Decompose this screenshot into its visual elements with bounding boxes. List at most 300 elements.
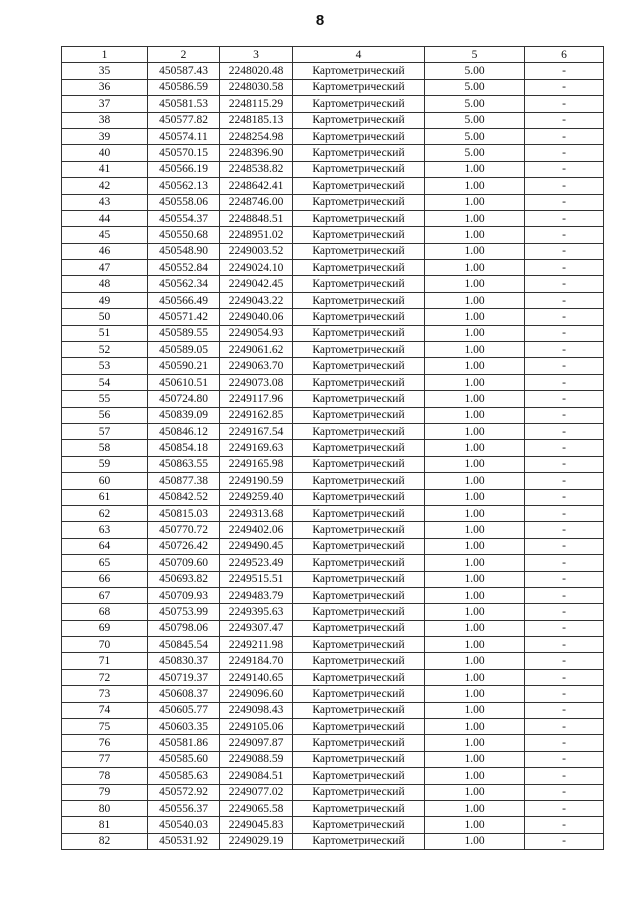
- description-cell: -: [525, 751, 604, 767]
- point-number-cell: 41: [62, 161, 148, 177]
- y-coordinate-cell: 2249490.45: [220, 538, 293, 554]
- y-coordinate-cell: 2249515.51: [220, 571, 293, 587]
- table-row: [62, 423, 604, 439]
- y-coordinate-cell: 2248396.90: [220, 145, 293, 161]
- y-coordinate-cell: 2249054.93: [220, 325, 293, 341]
- x-coordinate-cell: 450585.60: [148, 751, 220, 767]
- y-coordinate-cell: 2249043.22: [220, 292, 293, 308]
- column-header: 1: [62, 47, 148, 63]
- table-row: [62, 735, 604, 751]
- y-coordinate-cell: 2248642.41: [220, 178, 293, 194]
- table-row: [62, 571, 604, 587]
- accuracy-cell: 1.00: [425, 374, 525, 390]
- point-number-cell: 52: [62, 342, 148, 358]
- y-coordinate-cell: 2249073.08: [220, 374, 293, 390]
- table-row: [62, 587, 604, 603]
- point-number-cell: 51: [62, 325, 148, 341]
- method-cell: Картометрический: [293, 292, 425, 308]
- table-row: [62, 440, 604, 456]
- y-coordinate-cell: 2249395.63: [220, 604, 293, 620]
- point-number-cell: 66: [62, 571, 148, 587]
- table-row: [62, 833, 604, 849]
- table-row: [62, 473, 604, 489]
- method-cell: Картометрический: [293, 325, 425, 341]
- table-row: [62, 407, 604, 423]
- description-cell: -: [525, 555, 604, 571]
- method-cell: Картометрический: [293, 391, 425, 407]
- x-coordinate-cell: 450693.82: [148, 571, 220, 587]
- y-coordinate-cell: 2249169.63: [220, 440, 293, 456]
- description-cell: -: [525, 227, 604, 243]
- table-row: [62, 555, 604, 571]
- table-row: [62, 309, 604, 325]
- y-coordinate-cell: 2249190.59: [220, 473, 293, 489]
- x-coordinate-cell: 450863.55: [148, 456, 220, 472]
- y-coordinate-cell: 2249117.96: [220, 391, 293, 407]
- description-cell: -: [525, 784, 604, 800]
- x-coordinate-cell: 450540.03: [148, 817, 220, 833]
- x-coordinate-cell: 450585.63: [148, 768, 220, 784]
- accuracy-cell: 1.00: [425, 505, 525, 521]
- accuracy-cell: 1.00: [425, 719, 525, 735]
- description-cell: -: [525, 637, 604, 653]
- table-row: [62, 161, 604, 177]
- table-row: [62, 243, 604, 259]
- column-header: 4: [293, 47, 425, 63]
- y-coordinate-cell: 2249483.79: [220, 587, 293, 603]
- table-row: [62, 800, 604, 816]
- method-cell: Картометрический: [293, 522, 425, 538]
- table-row: [62, 63, 604, 79]
- y-coordinate-cell: 2248254.98: [220, 128, 293, 144]
- description-cell: -: [525, 473, 604, 489]
- table-row: [62, 227, 604, 243]
- accuracy-cell: 1.00: [425, 473, 525, 489]
- method-cell: Картометрический: [293, 227, 425, 243]
- method-cell: Картометрический: [293, 637, 425, 653]
- description-cell: -: [525, 63, 604, 79]
- description-cell: -: [525, 325, 604, 341]
- method-cell: Картометрический: [293, 702, 425, 718]
- method-cell: Картометрический: [293, 96, 425, 112]
- point-number-cell: 35: [62, 63, 148, 79]
- column-header: 6: [525, 47, 604, 63]
- accuracy-cell: 1.00: [425, 538, 525, 554]
- method-cell: Картометрический: [293, 653, 425, 669]
- method-cell: Картометрический: [293, 768, 425, 784]
- x-coordinate-cell: 450574.11: [148, 128, 220, 144]
- point-number-cell: 81: [62, 817, 148, 833]
- y-coordinate-cell: 2249088.59: [220, 751, 293, 767]
- x-coordinate-cell: 450877.38: [148, 473, 220, 489]
- point-number-cell: 50: [62, 309, 148, 325]
- x-coordinate-cell: 450562.34: [148, 276, 220, 292]
- method-cell: Картометрический: [293, 128, 425, 144]
- accuracy-cell: 1.00: [425, 620, 525, 636]
- y-coordinate-cell: 2249211.98: [220, 637, 293, 653]
- description-cell: -: [525, 719, 604, 735]
- method-cell: Картометрический: [293, 63, 425, 79]
- description-cell: -: [525, 292, 604, 308]
- method-cell: Картометрический: [293, 243, 425, 259]
- accuracy-cell: 1.00: [425, 260, 525, 276]
- method-cell: Картометрический: [293, 210, 425, 226]
- point-number-cell: 61: [62, 489, 148, 505]
- accuracy-cell: 1.00: [425, 358, 525, 374]
- table-row: [62, 604, 604, 620]
- x-coordinate-cell: 450589.05: [148, 342, 220, 358]
- point-number-cell: 77: [62, 751, 148, 767]
- table-row: [62, 145, 604, 161]
- y-coordinate-cell: 2249029.19: [220, 833, 293, 849]
- table-row: [62, 374, 604, 390]
- table-header-row: [62, 47, 604, 63]
- table-row: [62, 276, 604, 292]
- accuracy-cell: 1.00: [425, 604, 525, 620]
- description-cell: -: [525, 505, 604, 521]
- point-number-cell: 49: [62, 292, 148, 308]
- point-number-cell: 75: [62, 719, 148, 735]
- table-row: [62, 768, 604, 784]
- accuracy-cell: 1.00: [425, 489, 525, 505]
- description-cell: -: [525, 538, 604, 554]
- x-coordinate-cell: 450726.42: [148, 538, 220, 554]
- accuracy-cell: 1.00: [425, 276, 525, 292]
- method-cell: Картометрический: [293, 440, 425, 456]
- accuracy-cell: 1.00: [425, 686, 525, 702]
- description-cell: -: [525, 702, 604, 718]
- method-cell: Картометрический: [293, 178, 425, 194]
- x-coordinate-cell: 450724.80: [148, 391, 220, 407]
- point-number-cell: 55: [62, 391, 148, 407]
- point-number-cell: 79: [62, 784, 148, 800]
- accuracy-cell: 1.00: [425, 407, 525, 423]
- description-cell: -: [525, 309, 604, 325]
- point-number-cell: 72: [62, 669, 148, 685]
- accuracy-cell: 5.00: [425, 145, 525, 161]
- x-coordinate-cell: 450608.37: [148, 686, 220, 702]
- x-coordinate-cell: 450566.49: [148, 292, 220, 308]
- point-number-cell: 74: [62, 702, 148, 718]
- y-coordinate-cell: 2249003.52: [220, 243, 293, 259]
- y-coordinate-cell: 2248746.00: [220, 194, 293, 210]
- method-cell: Картометрический: [293, 833, 425, 849]
- description-cell: -: [525, 276, 604, 292]
- table-row: [62, 637, 604, 653]
- table-row: [62, 702, 604, 718]
- y-coordinate-cell: 2249040.06: [220, 309, 293, 325]
- point-number-cell: 73: [62, 686, 148, 702]
- description-cell: -: [525, 800, 604, 816]
- point-number-cell: 37: [62, 96, 148, 112]
- x-coordinate-cell: 450709.93: [148, 587, 220, 603]
- method-cell: Картометрический: [293, 309, 425, 325]
- description-cell: -: [525, 358, 604, 374]
- description-cell: -: [525, 178, 604, 194]
- x-coordinate-cell: 450552.84: [148, 260, 220, 276]
- description-cell: -: [525, 768, 604, 784]
- table-row: [62, 522, 604, 538]
- description-cell: -: [525, 440, 604, 456]
- y-coordinate-cell: 2248951.02: [220, 227, 293, 243]
- table-row: [62, 456, 604, 472]
- x-coordinate-cell: 450571.42: [148, 309, 220, 325]
- x-coordinate-cell: 450798.06: [148, 620, 220, 636]
- x-coordinate-cell: 450830.37: [148, 653, 220, 669]
- y-coordinate-cell: 2249045.83: [220, 817, 293, 833]
- x-coordinate-cell: 450846.12: [148, 423, 220, 439]
- point-number-cell: 70: [62, 637, 148, 653]
- method-cell: Картометрический: [293, 555, 425, 571]
- page-number: 8: [315, 12, 325, 29]
- point-number-cell: 71: [62, 653, 148, 669]
- x-coordinate-cell: 450570.15: [148, 145, 220, 161]
- method-cell: Картометрический: [293, 669, 425, 685]
- point-number-cell: 45: [62, 227, 148, 243]
- description-cell: -: [525, 817, 604, 833]
- accuracy-cell: 1.00: [425, 342, 525, 358]
- description-cell: -: [525, 669, 604, 685]
- accuracy-cell: 5.00: [425, 128, 525, 144]
- method-cell: Картометрический: [293, 260, 425, 276]
- method-cell: Картометрический: [293, 194, 425, 210]
- table-row: [62, 505, 604, 521]
- point-number-cell: 64: [62, 538, 148, 554]
- x-coordinate-cell: 450845.54: [148, 637, 220, 653]
- method-cell: Картометрический: [293, 161, 425, 177]
- accuracy-cell: 1.00: [425, 833, 525, 849]
- point-number-cell: 67: [62, 587, 148, 603]
- accuracy-cell: 1.00: [425, 784, 525, 800]
- table-row: [62, 391, 604, 407]
- y-coordinate-cell: 2248030.58: [220, 79, 293, 95]
- x-coordinate-cell: 450562.13: [148, 178, 220, 194]
- x-coordinate-cell: 450709.60: [148, 555, 220, 571]
- description-cell: -: [525, 456, 604, 472]
- table-row: [62, 719, 604, 735]
- table-row: [62, 96, 604, 112]
- y-coordinate-cell: 2248185.13: [220, 112, 293, 128]
- x-coordinate-cell: 450558.06: [148, 194, 220, 210]
- accuracy-cell: 1.00: [425, 522, 525, 538]
- point-number-cell: 42: [62, 178, 148, 194]
- y-coordinate-cell: 2248020.48: [220, 63, 293, 79]
- accuracy-cell: 1.00: [425, 161, 525, 177]
- accuracy-cell: 1.00: [425, 637, 525, 653]
- description-cell: -: [525, 587, 604, 603]
- method-cell: Картометрический: [293, 571, 425, 587]
- table-row: [62, 620, 604, 636]
- column-header: 3: [220, 47, 293, 63]
- x-coordinate-cell: 450603.35: [148, 719, 220, 735]
- table-row: [62, 112, 604, 128]
- x-coordinate-cell: 450581.53: [148, 96, 220, 112]
- description-cell: -: [525, 79, 604, 95]
- accuracy-cell: 1.00: [425, 440, 525, 456]
- description-cell: -: [525, 686, 604, 702]
- description-cell: -: [525, 112, 604, 128]
- column-header: 5: [425, 47, 525, 63]
- description-cell: -: [525, 833, 604, 849]
- y-coordinate-cell: 2249259.40: [220, 489, 293, 505]
- y-coordinate-cell: 2249523.49: [220, 555, 293, 571]
- accuracy-cell: 1.00: [425, 571, 525, 587]
- table-row: [62, 686, 604, 702]
- accuracy-cell: 1.00: [425, 800, 525, 816]
- point-number-cell: 68: [62, 604, 148, 620]
- table-row: [62, 260, 604, 276]
- table-row: [62, 342, 604, 358]
- x-coordinate-cell: 450577.82: [148, 112, 220, 128]
- y-coordinate-cell: 2249165.98: [220, 456, 293, 472]
- method-cell: Картометрический: [293, 735, 425, 751]
- description-cell: -: [525, 194, 604, 210]
- table-row: [62, 751, 604, 767]
- method-cell: Картометрический: [293, 800, 425, 816]
- accuracy-cell: 1.00: [425, 227, 525, 243]
- x-coordinate-cell: 450753.99: [148, 604, 220, 620]
- x-coordinate-cell: 450854.18: [148, 440, 220, 456]
- accuracy-cell: 1.00: [425, 817, 525, 833]
- method-cell: Картометрический: [293, 342, 425, 358]
- x-coordinate-cell: 450550.68: [148, 227, 220, 243]
- y-coordinate-cell: 2249024.10: [220, 260, 293, 276]
- point-number-cell: 46: [62, 243, 148, 259]
- description-cell: -: [525, 735, 604, 751]
- description-cell: -: [525, 96, 604, 112]
- method-cell: Картометрический: [293, 374, 425, 390]
- accuracy-cell: 1.00: [425, 735, 525, 751]
- x-coordinate-cell: 450548.90: [148, 243, 220, 259]
- point-number-cell: 59: [62, 456, 148, 472]
- coordinates-table: [61, 46, 604, 850]
- point-number-cell: 58: [62, 440, 148, 456]
- y-coordinate-cell: 2249097.87: [220, 735, 293, 751]
- table-row: [62, 784, 604, 800]
- description-cell: -: [525, 391, 604, 407]
- point-number-cell: 39: [62, 128, 148, 144]
- x-coordinate-cell: 450770.72: [148, 522, 220, 538]
- point-number-cell: 65: [62, 555, 148, 571]
- point-number-cell: 82: [62, 833, 148, 849]
- accuracy-cell: 1.00: [425, 751, 525, 767]
- method-cell: Картометрический: [293, 407, 425, 423]
- description-cell: -: [525, 489, 604, 505]
- point-number-cell: 78: [62, 768, 148, 784]
- point-number-cell: 44: [62, 210, 148, 226]
- table-row: [62, 653, 604, 669]
- y-coordinate-cell: 2249140.65: [220, 669, 293, 685]
- accuracy-cell: 1.00: [425, 768, 525, 784]
- x-coordinate-cell: 450839.09: [148, 407, 220, 423]
- point-number-cell: 43: [62, 194, 148, 210]
- method-cell: Картометрический: [293, 587, 425, 603]
- table-row: [62, 489, 604, 505]
- y-coordinate-cell: 2249402.06: [220, 522, 293, 538]
- y-coordinate-cell: 2249063.70: [220, 358, 293, 374]
- y-coordinate-cell: 2249307.47: [220, 620, 293, 636]
- point-number-cell: 47: [62, 260, 148, 276]
- point-number-cell: 56: [62, 407, 148, 423]
- description-cell: -: [525, 374, 604, 390]
- x-coordinate-cell: 450587.43: [148, 63, 220, 79]
- column-header: 2: [148, 47, 220, 63]
- table-row: [62, 79, 604, 95]
- point-number-cell: 57: [62, 423, 148, 439]
- description-cell: -: [525, 342, 604, 358]
- description-cell: -: [525, 620, 604, 636]
- y-coordinate-cell: 2249162.85: [220, 407, 293, 423]
- accuracy-cell: 1.00: [425, 587, 525, 603]
- accuracy-cell: 5.00: [425, 63, 525, 79]
- table-row: [62, 538, 604, 554]
- description-cell: -: [525, 210, 604, 226]
- x-coordinate-cell: 450566.19: [148, 161, 220, 177]
- point-number-cell: 54: [62, 374, 148, 390]
- point-number-cell: 63: [62, 522, 148, 538]
- accuracy-cell: 1.00: [425, 423, 525, 439]
- table-row: [62, 817, 604, 833]
- x-coordinate-cell: 450719.37: [148, 669, 220, 685]
- description-cell: -: [525, 423, 604, 439]
- description-cell: -: [525, 260, 604, 276]
- description-cell: -: [525, 243, 604, 259]
- x-coordinate-cell: 450554.37: [148, 210, 220, 226]
- x-coordinate-cell: 450531.92: [148, 833, 220, 849]
- accuracy-cell: 1.00: [425, 292, 525, 308]
- method-cell: Картометрический: [293, 604, 425, 620]
- y-coordinate-cell: 2249167.54: [220, 423, 293, 439]
- accuracy-cell: 1.00: [425, 243, 525, 259]
- y-coordinate-cell: 2249077.02: [220, 784, 293, 800]
- description-cell: -: [525, 145, 604, 161]
- accuracy-cell: 5.00: [425, 96, 525, 112]
- method-cell: Картометрический: [293, 620, 425, 636]
- accuracy-cell: 1.00: [425, 210, 525, 226]
- x-coordinate-cell: 450586.59: [148, 79, 220, 95]
- method-cell: Картометрический: [293, 505, 425, 521]
- y-coordinate-cell: 2249096.60: [220, 686, 293, 702]
- accuracy-cell: 1.00: [425, 309, 525, 325]
- method-cell: Картометрический: [293, 112, 425, 128]
- accuracy-cell: 1.00: [425, 702, 525, 718]
- accuracy-cell: 5.00: [425, 79, 525, 95]
- table-row: [62, 669, 604, 685]
- point-number-cell: 48: [62, 276, 148, 292]
- y-coordinate-cell: 2249084.51: [220, 768, 293, 784]
- x-coordinate-cell: 450590.21: [148, 358, 220, 374]
- y-coordinate-cell: 2249105.06: [220, 719, 293, 735]
- y-coordinate-cell: 2249313.68: [220, 505, 293, 521]
- method-cell: Картометрический: [293, 686, 425, 702]
- point-number-cell: 80: [62, 800, 148, 816]
- x-coordinate-cell: 450605.77: [148, 702, 220, 718]
- table-row: [62, 178, 604, 194]
- accuracy-cell: 1.00: [425, 178, 525, 194]
- table-row: [62, 325, 604, 341]
- method-cell: Картометрический: [293, 817, 425, 833]
- description-cell: -: [525, 653, 604, 669]
- accuracy-cell: 1.00: [425, 391, 525, 407]
- point-number-cell: 36: [62, 79, 148, 95]
- method-cell: Картометрический: [293, 79, 425, 95]
- method-cell: Картометрический: [293, 538, 425, 554]
- point-number-cell: 60: [62, 473, 148, 489]
- y-coordinate-cell: 2249042.45: [220, 276, 293, 292]
- accuracy-cell: 1.00: [425, 669, 525, 685]
- method-cell: Картометрический: [293, 751, 425, 767]
- method-cell: Картометрический: [293, 473, 425, 489]
